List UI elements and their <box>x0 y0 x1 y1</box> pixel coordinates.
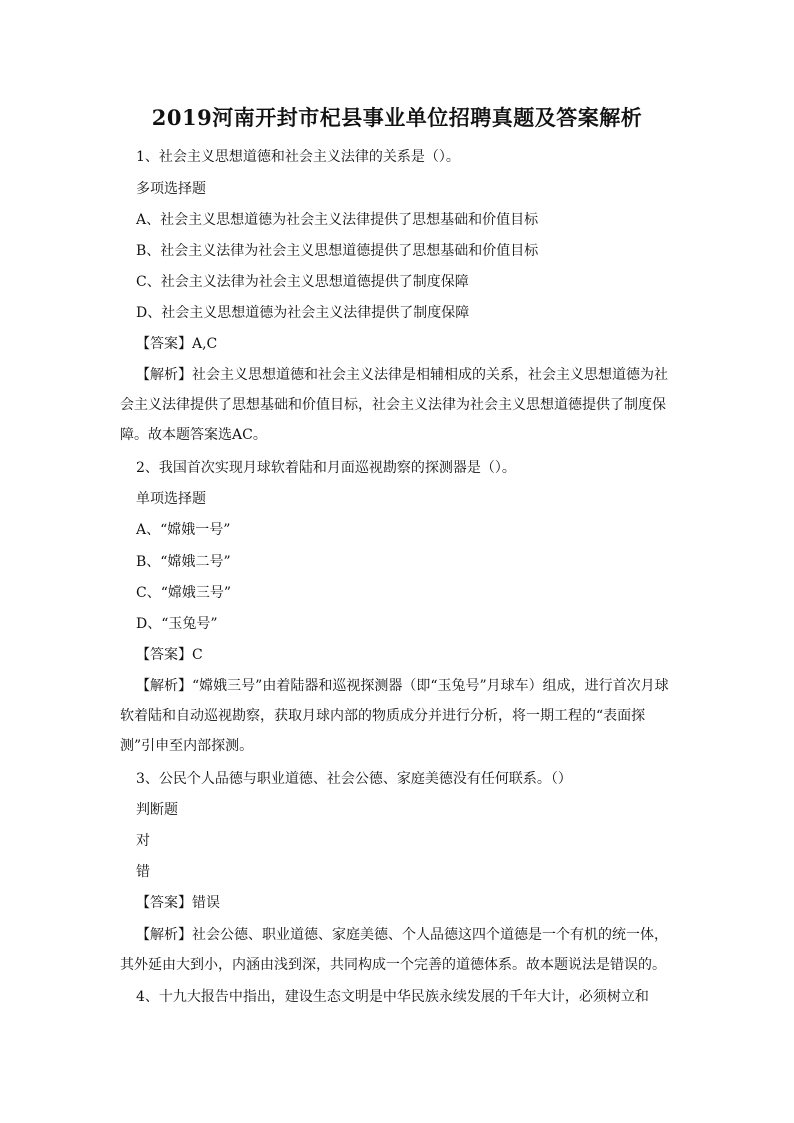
question-3-stem: 3、公民个人品德与职业道德、社会公德、家庭美德没有任何联系。（） <box>136 771 572 787</box>
question-3-answer: 【答案】错误 <box>136 895 220 911</box>
question-4-stem: 4、十九大报告中指出，建设生态文明是中华民族永续发展的千年大计，必须树立和 <box>136 989 649 1005</box>
question-2-option-b: B、“嫦娥二号” <box>136 554 231 570</box>
question-2-analysis: 【解析】“嫦娥三号”由着陆器和巡视探测器（即“玉兔号”月球车）组成，进行首次月球软着陆和自动巡视勘察，获取月球内部的物质成分并进行分析，将一期工程的“表面探测”引申至内部探测。 <box>120 678 669 754</box>
question-1-option-d: D、社会主义思想道德为社会主义法律提供了制度保障 <box>136 305 470 321</box>
question-1-option-a: A、社会主义思想道德为社会主义法律提供了思想基础和价值目标 <box>136 212 539 228</box>
question-1-type: 多项选择题 <box>136 181 206 197</box>
question-2-option-a: A、“嫦娥一号” <box>136 522 231 538</box>
question-3-analysis: 【解析】社会公德、职业道德、家庭美德、个人品德这四个道德是一个有机的统一体，其外延由大到小，内涵由浅到深，共同构成一个完善的道德体系。故本题说法是错误的。 <box>120 927 668 973</box>
question-2-type: 单项选择题 <box>136 491 206 507</box>
document-title: 2019河南开封市杞县事业单位招聘真题及答案解析 <box>151 105 643 130</box>
question-3-type: 判断题 <box>136 802 178 818</box>
question-1-stem: 1、社会主义思想道德和社会主义法律的关系是（）。 <box>136 149 460 165</box>
question-2-answer: 【答案】C <box>136 647 203 663</box>
question-1-analysis: 【解析】社会主义思想道德和社会主义法律是相辅相成的关系，社会主义思想道德为社会主义法律提供了思想基础和价值目标，社会主义法律为社会主义思想道德提供了制度保障。故本题答案选AC。 <box>120 367 668 443</box>
question-1-option-c: C、社会主义法律为社会主义思想道德提供了制度保障 <box>136 274 469 290</box>
question-1-option-b: B、社会主义法律为社会主义思想道德提供了思想基础和价值目标 <box>136 243 539 259</box>
question-3-option-true: 对 <box>136 833 150 849</box>
question-2-option-d: D、“玉兔号” <box>136 616 218 632</box>
question-1-answer: 【答案】A,C <box>136 336 218 352</box>
question-2-stem: 2、我国首次实现月球软着陆和月面巡视勘察的探测器是（）。 <box>136 460 516 476</box>
question-2-option-c: C、“嫦娥三号” <box>136 585 232 601</box>
question-3-option-false: 错 <box>136 864 150 880</box>
